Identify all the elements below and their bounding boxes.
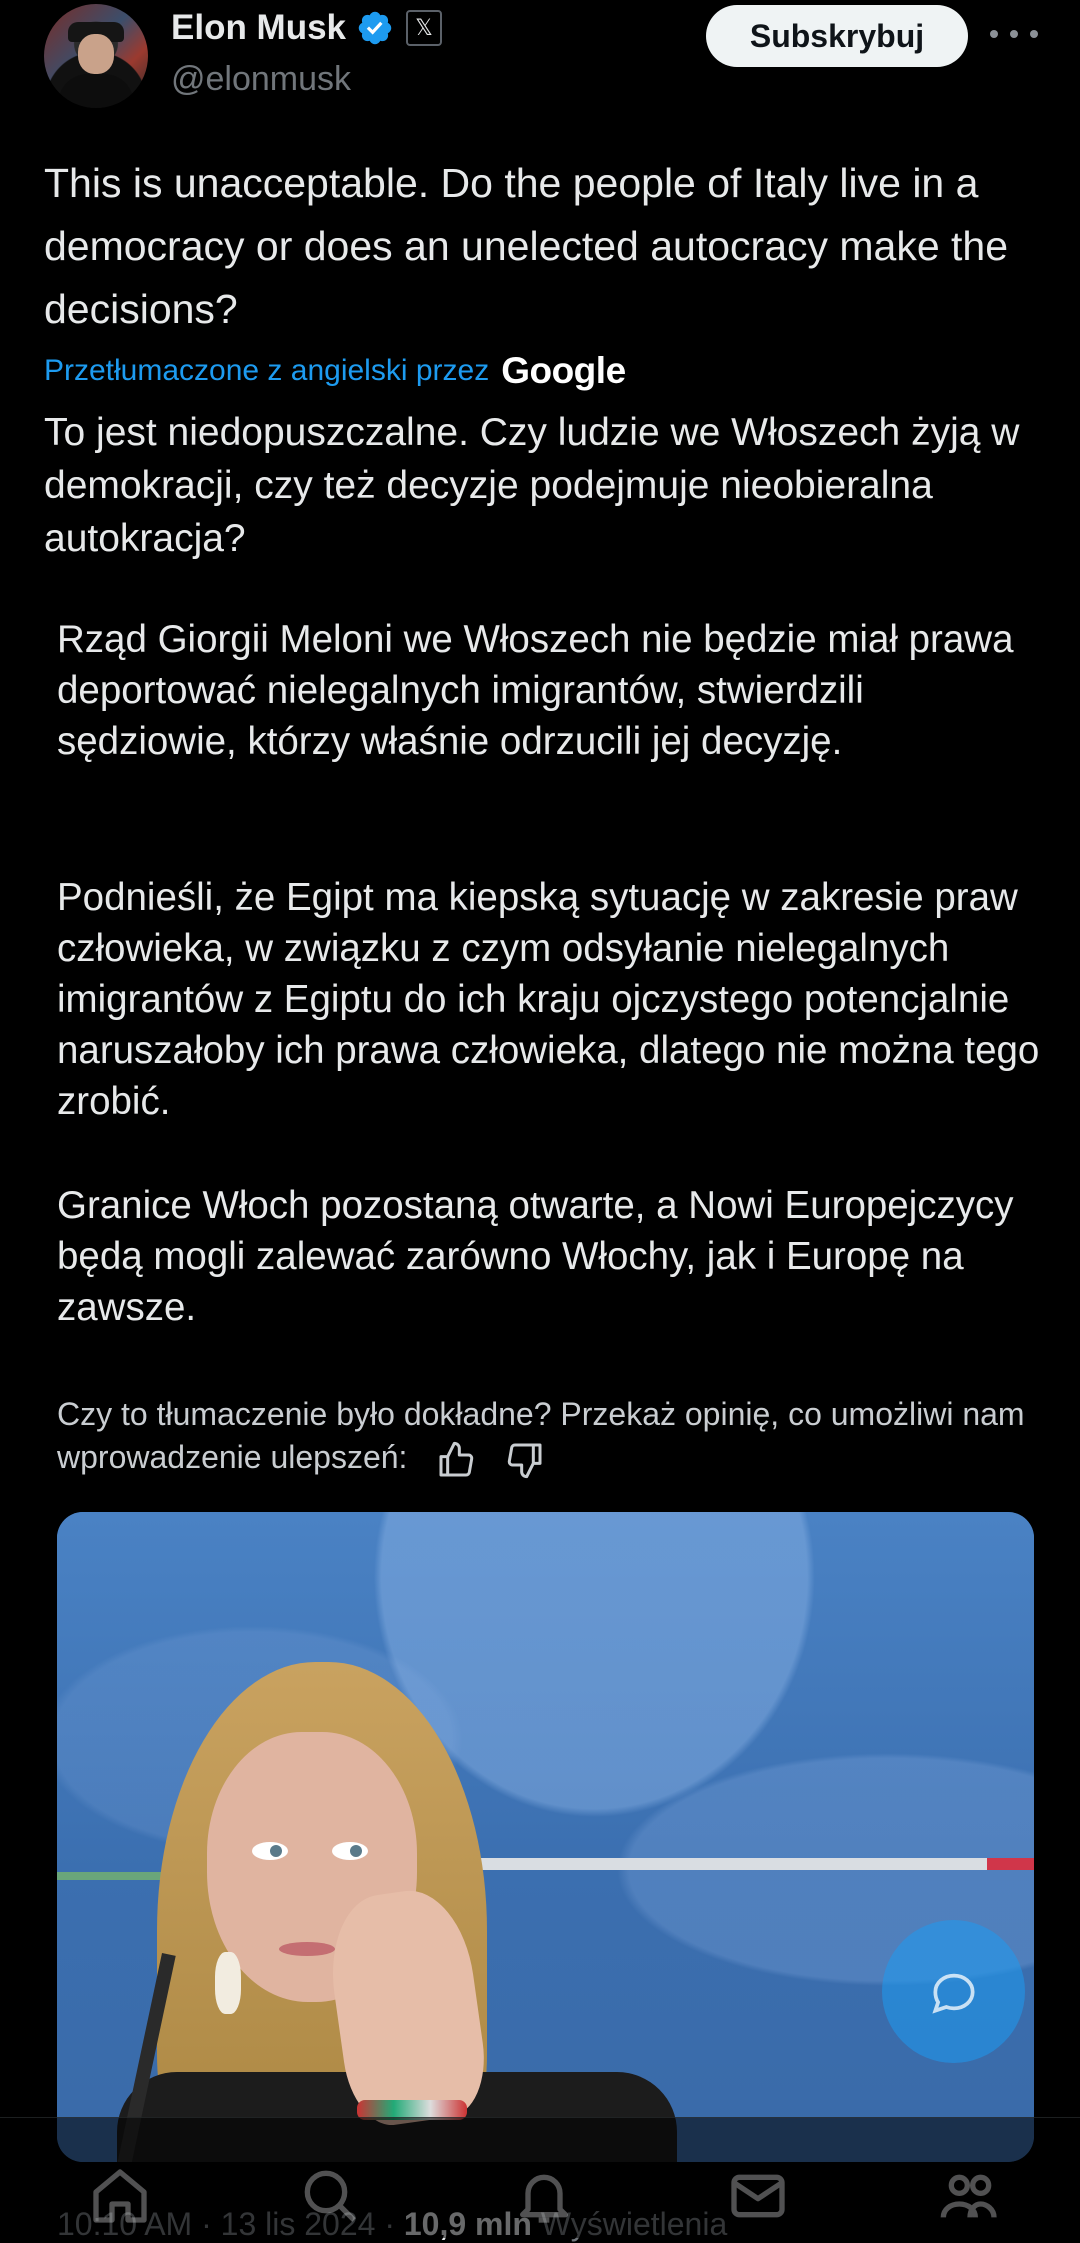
author-name-row [171, 8, 442, 48]
more-dot [1030, 30, 1038, 38]
author-name[interactable]: Elon Musk [171, 8, 347, 47]
tweet-header [0, 0, 1080, 140]
thumbs-up-icon[interactable] [436, 1440, 476, 1480]
more-dot [1010, 30, 1018, 38]
avatar-shirt [58, 74, 134, 108]
tweet-original-text: This is unacceptable. Do the people of Italy live in a democracy or does an unelected autocracy make the decisions? [44, 160, 1009, 332]
tweet-translated-text: To jest niedopuszczalne. Czy ludzie we Włoszech żyją w demokracji, czy też decyzje podejmuje nieobieralna autokracja? [44, 411, 1020, 560]
feedback-text: Czy to tłumaczenie było dokładne? Przekaż opinię, co umożliwi nam wprowadzenie ulepszeń: [57, 1396, 1025, 1475]
photo-stripe-red [987, 1858, 1034, 1870]
google-logo: Google [501, 350, 626, 391]
more-dot [990, 30, 998, 38]
home-icon[interactable] [88, 2164, 152, 2228]
translated-paragraph-2: Podnieśli, że Egipt ma kiepską sytuację w zakresie praw człowieka, w związku z czym odsyłanie nielegalnych imigrantów z Egiptu do ich kraju ojczystego potencjalnie naruszałoby ich prawa człowieka, dlatego nie można tego zrobić. [57, 876, 1040, 1123]
photo-person-lips [279, 1942, 335, 1956]
translation-attribution [44, 350, 626, 392]
avatar[interactable] [44, 4, 148, 108]
search-icon[interactable] [298, 2164, 362, 2228]
photo-person-earring [215, 1952, 241, 2014]
more-horizontal-icon[interactable] [990, 14, 1038, 54]
author-handle[interactable]: @elonmusk [171, 60, 352, 98]
notifications-icon[interactable] [512, 2164, 576, 2228]
compose-reply-icon[interactable] [882, 1920, 1025, 2063]
translated-paragraph-1: Rząd Giorgii Meloni we Włoszech nie będzie miał prawa deportować nielegalnych imigrantów, stwierdzili sędziowie, którzy właśnie odrzucili jej decyzję. [57, 618, 1014, 763]
thumbs-down-icon[interactable] [505, 1440, 545, 1480]
photo-person-eye [252, 1842, 288, 1860]
tweet-photo[interactable] [57, 1512, 1034, 2162]
avatar-face [78, 34, 114, 74]
communities-icon[interactable] [938, 2164, 1002, 2228]
translation-feedback [57, 1393, 1047, 1480]
messages-icon[interactable] [726, 2164, 790, 2228]
affiliate-x-badge-icon: 𝕏 [406, 10, 442, 46]
photo-stripe [457, 1858, 1034, 1870]
translated-paragraph-3: Granice Włoch pozostaną otwarte, a Nowi Europejczycy będą mogli zalewać zarówno Włochy, jak i Europę na zawsze. [57, 1184, 1014, 1329]
translated-by-label[interactable]: Przetłumaczone z angielski przez [44, 354, 490, 387]
subscribe-button[interactable]: Subskrybuj [706, 5, 968, 67]
photo-person-eye [332, 1842, 368, 1860]
verified-badge-icon [356, 9, 394, 47]
